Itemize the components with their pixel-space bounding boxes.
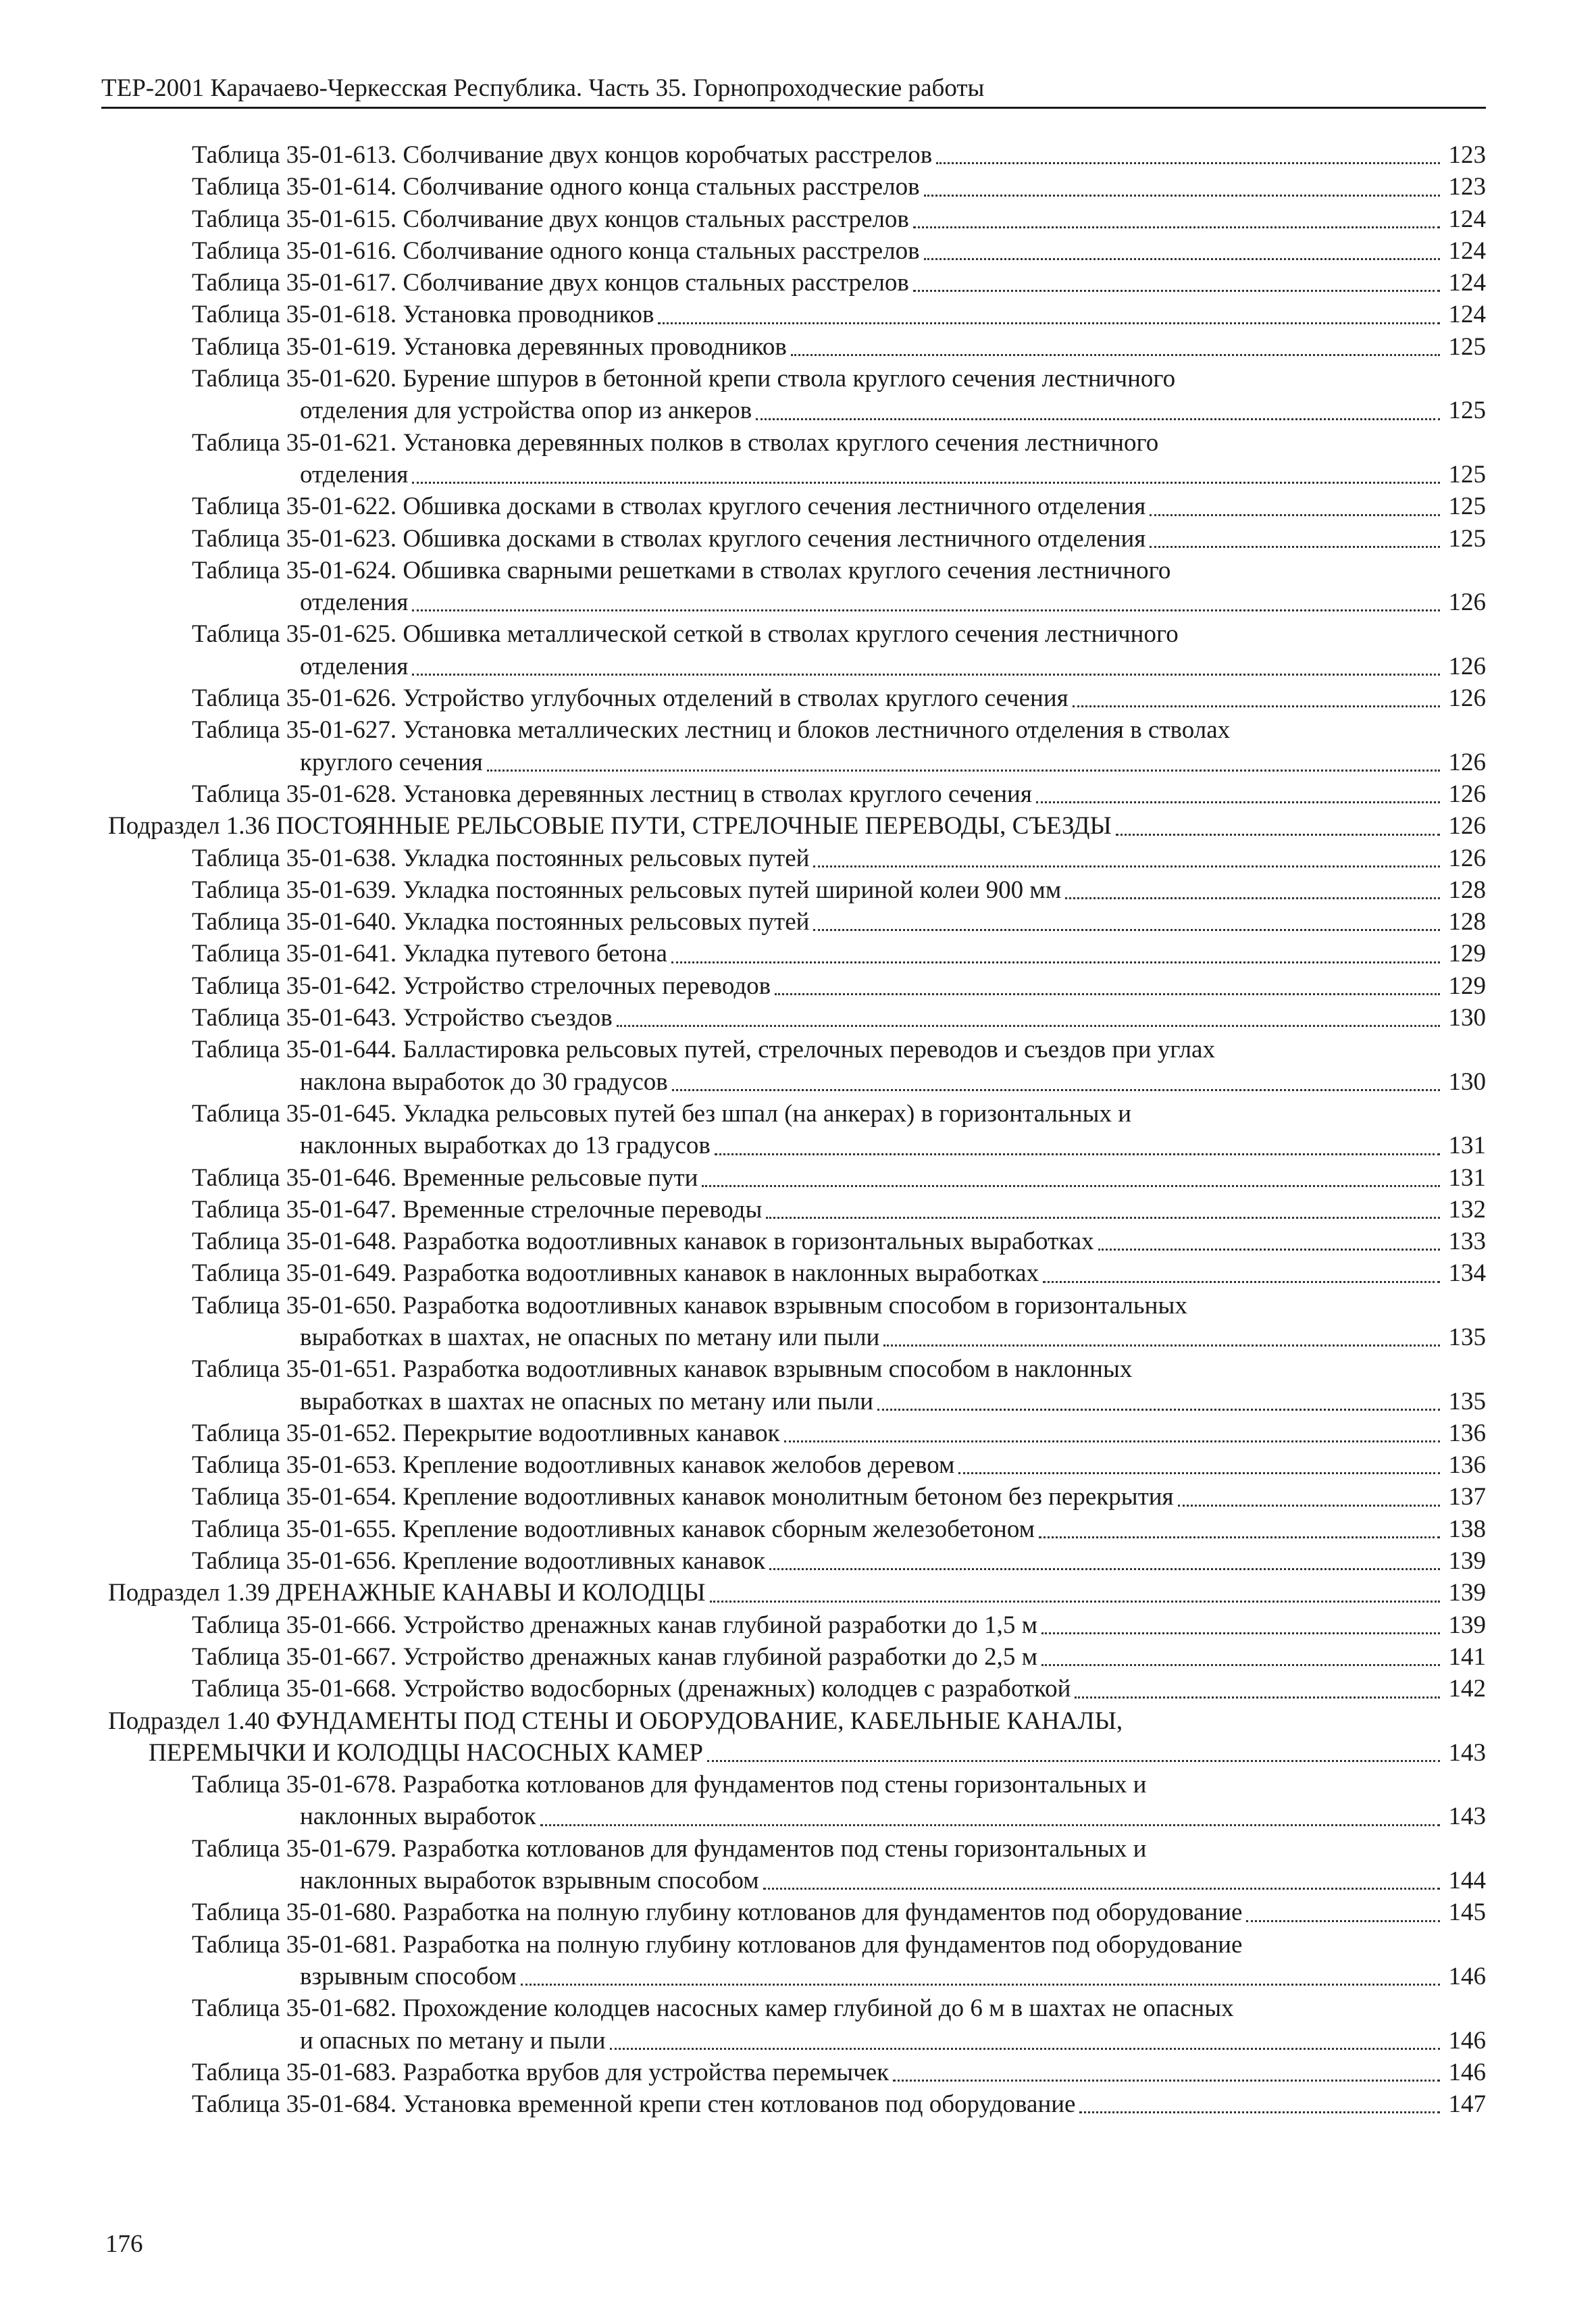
toc-entry-line: Таблица 35-01-678. Разработка котлованов для фундаментов под стены горизонтальных и (192, 1771, 1147, 1799)
toc-page-number: 123 (1448, 141, 1486, 169)
toc-table-entry[interactable] (108, 1641, 1486, 1673)
toc-entry-line: отделения для устройства опор из анкеров (300, 397, 752, 425)
toc-entry-line: Таблица 35-01-619. Установка деревянных проводников (192, 332, 787, 361)
toc-entry-title (192, 1226, 1444, 1257)
toc-table-entry[interactable] (108, 1098, 1486, 1162)
dot-leader (412, 674, 1440, 676)
toc-page-number: 139 (1448, 1579, 1486, 1607)
toc-entry-line: Таблица 35-01-656. Крепление водоотливных канавок (192, 1547, 766, 1576)
toc-entry-title (192, 618, 1444, 682)
toc-entry-line: наклонных выработок (300, 1803, 536, 1831)
toc-page-number: 123 (1448, 173, 1486, 201)
toc-entry-line: отделения (300, 652, 409, 680)
toc-entry-title (192, 1449, 1444, 1481)
running-header: ТЕР-2001 Карачаево-Черкесская Республика. Часть 35. Горнопроходческие работы (101, 73, 1486, 109)
toc-entry-line: Таблица 35-01-617. Сболчивание двух концов стальных расстрелов (192, 269, 909, 297)
dot-leader (763, 1888, 1440, 1890)
toc-table-entry[interactable] (108, 1896, 1486, 1928)
toc-entry-line: Таблица 35-01-650. Разработка водоотливных канавок взрывным способом в горизонтальных (192, 1291, 1187, 1319)
toc-table-entry[interactable] (108, 1002, 1486, 1034)
toc-entry-line: Таблица 35-01-614. Сболчивание одного конца стальных расстрелов (192, 173, 920, 201)
dot-leader (1039, 1536, 1440, 1538)
toc-entry-line: Таблица 35-01-642. Устройство стрелочных переводов (192, 972, 771, 1000)
dot-leader (877, 1409, 1440, 1411)
dot-leader (1073, 705, 1440, 707)
dot-leader (1065, 897, 1440, 899)
dot-leader (702, 1185, 1440, 1187)
toc-entry-title (192, 235, 1444, 267)
toc-entry-title (192, 203, 1444, 235)
dot-leader (958, 1472, 1440, 1474)
toc-page-number: 136 (1448, 1419, 1486, 1447)
toc-page-number: 144 (1448, 1867, 1486, 1895)
toc-page-number: 125 (1448, 524, 1486, 553)
toc-entry-line: Таблица 35-01-646. Временные рельсовые пути (192, 1163, 698, 1192)
toc-table-entry[interactable] (108, 267, 1486, 299)
toc-page-number: 138 (1448, 1515, 1486, 1543)
toc-entry-line: Таблица 35-01-651. Разработка водоотливных канавок взрывным способом в наклонных (192, 1355, 1133, 1384)
dot-leader (769, 1568, 1440, 1570)
toc-entry-line: Таблица 35-01-628. Установка деревянных лестниц в стволах круглого сечения (192, 780, 1032, 808)
toc-entry-line: Таблица 35-01-616. Сболчивание одного конца стальных расстрелов (192, 236, 920, 265)
toc-table-entry[interactable] (108, 363, 1486, 427)
toc-entry-title (192, 1034, 1444, 1098)
toc-entry-title (192, 1609, 1444, 1641)
toc-table-entry[interactable] (108, 1353, 1486, 1417)
toc-table-entry[interactable] (108, 2057, 1486, 2088)
toc-page-number: 134 (1448, 1259, 1486, 1288)
toc-entry-line: выработках в шахтах, не опасных по метану или пыли (300, 1323, 880, 1351)
toc-entry-title (192, 491, 1444, 522)
toc-table-entry[interactable] (108, 1449, 1486, 1481)
dot-leader (813, 929, 1440, 931)
toc-entry-line: Таблица 35-01-621. Установка деревянных полков в стволах круглого сечения лестничного (192, 428, 1159, 457)
toc-entry-line: Таблица 35-01-655. Крепление водоотливных канавок сборным железобетоном (192, 1515, 1035, 1543)
toc-entry-title (192, 1545, 1444, 1577)
dot-leader (1178, 1505, 1440, 1507)
toc-page-number: 131 (1448, 1163, 1486, 1192)
toc-entry-line: Таблица 35-01-623. Обшивка досками в стволах круглого сечения лестничного отделения (192, 524, 1146, 553)
toc-entry-title (192, 1673, 1444, 1705)
dot-leader (412, 609, 1440, 611)
toc-table-entry[interactable] (108, 1513, 1486, 1545)
toc-entry-title (192, 874, 1444, 906)
toc-entry-line: Таблица 35-01-624. Обшивка сварными решетками в стволах круглого сечения лестничного (192, 556, 1171, 584)
toc-page-number: 129 (1448, 972, 1486, 1000)
toc-table-entry[interactable] (108, 1481, 1486, 1513)
toc-table-entry[interactable] (108, 1162, 1486, 1194)
dot-leader (1043, 1281, 1440, 1283)
toc-page-number: 143 (1448, 1738, 1486, 1767)
toc-page-number: 130 (1448, 1004, 1486, 1032)
toc-entry-line: Таблица 35-01-684. Установка временной крепи стен котлованов под оборудование (192, 2090, 1076, 2119)
toc-table-entry[interactable] (108, 203, 1486, 235)
toc-entry-title (192, 1417, 1444, 1449)
toc-entry-title (192, 1896, 1444, 1928)
toc-page-number: 146 (1448, 2058, 1486, 2086)
toc-entry-title (192, 139, 1444, 171)
toc-entry-title (192, 1513, 1444, 1545)
toc-entry-title (192, 1098, 1444, 1162)
toc-entry-line: круглого сечения (300, 748, 483, 776)
toc-table-entry[interactable] (108, 1417, 1486, 1449)
toc-entry-line: Таблица 35-01-679. Разработка котлованов для фундаментов под стены горизонтальных и (192, 1834, 1147, 1863)
toc-entry-title (192, 714, 1444, 778)
dot-leader (1041, 1664, 1440, 1666)
toc-entry-line: Таблица 35-01-618. Установка проводников (192, 301, 654, 329)
toc-table-entry[interactable] (108, 874, 1486, 906)
toc-table-entry[interactable] (108, 682, 1486, 714)
toc-entry-line: Таблица 35-01-643. Устройство съездов (192, 1004, 613, 1032)
dot-leader (617, 1025, 1440, 1027)
dot-leader (936, 162, 1440, 164)
toc-entry-line: Таблица 35-01-622. Обшивка досками в стволах круглого сечения лестничного отделения (192, 493, 1146, 521)
toc-entry-line: наклонных выработок взрывным способом (300, 1867, 759, 1895)
dot-leader (412, 482, 1440, 484)
toc-entry-line: Таблица 35-01-625. Обшивка металлической сеткой в стволах круглого сечения лестничного (192, 620, 1179, 649)
toc-entry-line: Таблица 35-01-681. Разработка на полную глубину котлованов для фундаментов под оборудование (192, 1930, 1243, 1959)
toc-table-entry[interactable] (108, 906, 1486, 938)
toc-table-entry[interactable] (108, 139, 1486, 171)
toc-page-number: 132 (1448, 1195, 1486, 1224)
toc-page-number: 130 (1448, 1067, 1486, 1096)
toc-entry-title (192, 1194, 1444, 1226)
toc-page-number: 126 (1448, 684, 1486, 713)
dot-leader (1079, 2111, 1440, 2113)
toc-entry-title (192, 1002, 1444, 1034)
toc-entry-line: Таблица 35-01-668. Устройство водосборных (дренажных) колодцев с разработкой (192, 1675, 1071, 1703)
toc-page-number: 137 (1448, 1483, 1486, 1511)
toc-page-number: 126 (1448, 748, 1486, 776)
toc-entry-title (192, 2057, 1444, 2088)
toc-entry-title (192, 1290, 1444, 1354)
toc-page-number: 125 (1448, 493, 1486, 521)
dot-leader (1150, 546, 1440, 548)
toc-page-number: 125 (1448, 460, 1486, 488)
toc-entry-title (192, 363, 1444, 427)
toc-entry-line: Подраздел 1.36 ПОСТОЯННЫЕ РЕЛЬСОВЫЕ ПУТИ, СТРЕЛОЧНЫЕ ПЕРЕВОДЫ, СЪЕЗДЫ (108, 812, 1112, 840)
toc-entry-title (192, 1353, 1444, 1417)
toc-table-entry[interactable] (108, 427, 1486, 491)
toc-table-entry[interactable] (108, 938, 1486, 970)
toc-entry-title (192, 906, 1444, 938)
toc-table-entry[interactable] (108, 1992, 1486, 2057)
toc-subsection-entry[interactable] (108, 1705, 1486, 1769)
toc-entry-title (192, 842, 1444, 874)
toc-entry-line: Таблица 35-01-644. Балластировка рельсовых путей, стрелочных переводов и съездов при углах (192, 1036, 1215, 1064)
toc-entry-title (108, 810, 1444, 842)
toc-entry-title (192, 778, 1444, 810)
toc-page-number: 139 (1448, 1547, 1486, 1576)
toc-entry-line: Таблица 35-01-649. Разработка водоотливных канавок в наклонных выработках (192, 1259, 1039, 1288)
toc-entry-title (192, 1929, 1444, 1993)
dot-leader (1150, 514, 1440, 516)
toc-entry-title (192, 938, 1444, 970)
toc-entry-title (192, 267, 1444, 299)
dot-leader (913, 290, 1440, 292)
table-of-contents (108, 139, 1486, 2120)
toc-page-number: 142 (1448, 1675, 1486, 1703)
toc-page-number: 125 (1448, 332, 1486, 361)
toc-entry-line: Таблица 35-01-638. Укладка постоянных рельсовых путей (192, 844, 810, 872)
toc-table-entry[interactable] (108, 618, 1486, 682)
toc-entry-title (192, 682, 1444, 714)
dot-leader (710, 1601, 1441, 1603)
dot-leader (766, 1217, 1440, 1219)
toc-table-entry[interactable] (108, 1194, 1486, 1226)
toc-entry-title (192, 1162, 1444, 1194)
toc-subsection-entry[interactable] (108, 1577, 1486, 1609)
toc-entry-line: Таблица 35-01-620. Бурение шпуров в бетонной крепи ствола круглого сечения лестничного (192, 365, 1176, 393)
toc-table-entry[interactable] (108, 171, 1486, 203)
toc-entry-title (192, 1257, 1444, 1289)
toc-page-number: 124 (1448, 236, 1486, 265)
toc-page-number: 124 (1448, 205, 1486, 233)
toc-page-number: 124 (1448, 269, 1486, 297)
toc-page-number: 129 (1448, 940, 1486, 968)
toc-table-entry[interactable] (108, 1034, 1486, 1098)
toc-table-entry[interactable] (108, 778, 1486, 810)
toc-entry-line: Таблица 35-01-645. Укладка рельсовых путей без шпал (на анкерах) в горизонтальных и (192, 1099, 1132, 1128)
toc-entry-title (192, 1769, 1444, 1833)
toc-page-number: 126 (1448, 780, 1486, 808)
toc-entry-line: Подраздел 1.40 ФУНДАМЕНТЫ ПОД СТЕНЫ И ОБОРУДОВАНИЕ, КАБЕЛЬНЫЕ КАНАЛЫ, (108, 1707, 1123, 1735)
toc-page-number: 139 (1448, 1611, 1486, 1639)
toc-table-entry[interactable] (108, 1226, 1486, 1257)
toc-entry-line: наклонных выработках до 13 градусов (300, 1132, 711, 1160)
toc-entry-line: отделения (300, 588, 409, 617)
toc-entry-line: Таблица 35-01-613. Сболчивание двух концов коробчатых расстрелов (192, 141, 933, 169)
toc-entry-line: Подраздел 1.39 ДРЕНАЖНЫЕ КАНАВЫ И КОЛОДЦЫ (108, 1579, 706, 1607)
toc-page-number: 126 (1448, 588, 1486, 617)
toc-table-entry[interactable] (108, 1290, 1486, 1354)
toc-entry-title (192, 1992, 1444, 2057)
dot-leader (540, 1824, 1440, 1826)
toc-table-entry[interactable] (108, 1257, 1486, 1289)
dot-leader (707, 1760, 1440, 1762)
toc-entry-line: ПЕРЕМЫЧКИ И КОЛОДЦЫ НАСОСНЫХ КАМЕР (149, 1738, 703, 1767)
toc-entry-line: Таблица 35-01-648. Разработка водоотливных канавок в горизонтальных выработках (192, 1228, 1094, 1256)
toc-table-entry[interactable] (108, 1929, 1486, 1993)
toc-entry-title (192, 171, 1444, 203)
toc-entry-line: Таблица 35-01-683. Разработка врубов для устройства перемычек (192, 2058, 890, 2086)
dot-leader (610, 2048, 1440, 2050)
dot-leader (756, 418, 1440, 420)
toc-entry-title (192, 1641, 1444, 1673)
toc-entry-line: отделения (300, 460, 409, 488)
toc-entry-line: и опасных по метану и пыли (300, 2026, 606, 2055)
toc-entry-line: выработках в шахтах не опасных по метану или пыли (300, 1387, 874, 1415)
toc-table-entry[interactable] (108, 1673, 1486, 1705)
dot-leader (672, 1089, 1440, 1091)
dot-leader (1036, 801, 1440, 803)
toc-table-entry[interactable] (108, 1833, 1486, 1897)
toc-entry-title (108, 1577, 1444, 1609)
toc-page-number: 126 (1448, 652, 1486, 680)
toc-subsection-entry[interactable] (108, 810, 1486, 842)
toc-entry-line: Таблица 35-01-653. Крепление водоотливных канавок желобов деревом (192, 1451, 955, 1480)
dot-leader (1116, 834, 1440, 836)
toc-table-entry[interactable] (108, 523, 1486, 555)
toc-page-number: 145 (1448, 1898, 1486, 1927)
dot-leader (1246, 1920, 1440, 1922)
dot-leader (1041, 1632, 1440, 1634)
dot-leader (791, 354, 1440, 356)
toc-table-entry[interactable] (108, 1545, 1486, 1577)
toc-table-entry[interactable] (108, 331, 1486, 363)
toc-page-number: 128 (1448, 876, 1486, 904)
toc-entry-line: Таблица 35-01-639. Укладка постоянных рельсовых путей шириной колеи 900 мм (192, 876, 1062, 904)
toc-page-number: 136 (1448, 1451, 1486, 1480)
toc-table-entry[interactable] (108, 2088, 1486, 2120)
page-number: 176 (105, 2230, 143, 2258)
toc-page-number: 124 (1448, 301, 1486, 329)
toc-entry-line: Таблица 35-01-682. Прохождение колодцев насосных камер глубиной до 6 м в шахтах не опасных (192, 1994, 1234, 2023)
dot-leader (784, 1440, 1440, 1442)
toc-page-number: 128 (1448, 908, 1486, 936)
toc-entry-title (192, 331, 1444, 363)
toc-table-entry[interactable] (108, 1769, 1486, 1833)
dot-leader (924, 258, 1440, 260)
toc-page-number: 143 (1448, 1803, 1486, 1831)
toc-page-number: 147 (1448, 2090, 1486, 2119)
toc-entry-title (192, 427, 1444, 491)
toc-entry-title (192, 2088, 1444, 2120)
toc-table-entry[interactable] (108, 714, 1486, 778)
toc-entry-line: Таблица 35-01-627. Установка металлических лестниц и блоков лестничного отделения в стволах (192, 716, 1231, 745)
toc-entry-title (192, 1833, 1444, 1897)
toc-entry-line: Таблица 35-01-626. Устройство углубочных отделений в стволах круглого сечения (192, 684, 1069, 713)
toc-page-number: 146 (1448, 1962, 1486, 1990)
toc-entry-line: Таблица 35-01-615. Сболчивание двух концов стальных расстрелов (192, 205, 909, 233)
toc-entry-line: Таблица 35-01-666. Устройство дренажных канав глубиной разработки до 1,5 м (192, 1611, 1038, 1639)
toc-table-entry[interactable] (108, 842, 1486, 874)
dot-leader (715, 1153, 1440, 1155)
dot-leader (893, 2080, 1440, 2082)
dot-leader (775, 993, 1440, 995)
toc-entry-line: Таблица 35-01-654. Крепление водоотливных канавок монолитным бетоном без перекрытия (192, 1483, 1174, 1511)
toc-entry-line: Таблица 35-01-640. Укладка постоянных рельсовых путей (192, 908, 810, 936)
dot-leader (1075, 1696, 1440, 1699)
toc-table-entry[interactable] (108, 970, 1486, 1002)
toc-entry-line: Таблица 35-01-652. Перекрытие водоотливных канавок (192, 1419, 780, 1447)
toc-table-entry[interactable] (108, 1609, 1486, 1641)
dot-leader (487, 770, 1440, 772)
dot-leader (924, 195, 1440, 197)
toc-page-number: 125 (1448, 397, 1486, 425)
toc-entry-title (192, 1481, 1444, 1513)
toc-page-number: 126 (1448, 812, 1486, 840)
toc-page-number: 131 (1448, 1132, 1486, 1160)
toc-page-number: 135 (1448, 1323, 1486, 1351)
dot-leader (883, 1344, 1440, 1347)
toc-page-number: 146 (1448, 2026, 1486, 2055)
toc-entry-line: взрывным способом (300, 1962, 517, 1990)
toc-entry-line: Таблица 35-01-647. Временные стрелочные переводы (192, 1195, 763, 1224)
toc-entry-title (192, 299, 1444, 330)
toc-table-entry[interactable] (108, 555, 1486, 619)
toc-entry-line: Таблица 35-01-641. Укладка путевого бетона (192, 940, 667, 968)
toc-page-number: 141 (1448, 1642, 1486, 1671)
toc-table-entry[interactable] (108, 235, 1486, 267)
toc-entry-title (192, 523, 1444, 555)
toc-table-entry[interactable] (108, 299, 1486, 330)
toc-entry-title (192, 555, 1444, 619)
toc-page-number: 126 (1448, 844, 1486, 872)
dot-leader (913, 226, 1440, 228)
dot-leader (658, 322, 1440, 324)
toc-entry-line: наклона выработок до 30 градусов (300, 1067, 668, 1096)
toc-entry-title (192, 970, 1444, 1002)
dot-leader (1098, 1249, 1440, 1251)
dot-leader (521, 1984, 1440, 1986)
toc-page-number: 135 (1448, 1387, 1486, 1415)
toc-table-entry[interactable] (108, 491, 1486, 522)
toc-entry-line: Таблица 35-01-667. Устройство дренажных канав глубиной разработки до 2,5 м (192, 1642, 1038, 1671)
dot-leader (671, 961, 1440, 963)
toc-entry-line: Таблица 35-01-680. Разработка на полную глубину котлованов для фундаментов под оборудование (192, 1898, 1243, 1927)
toc-entry-title (108, 1705, 1444, 1769)
toc-page-number: 133 (1448, 1228, 1486, 1256)
dot-leader (813, 865, 1440, 867)
